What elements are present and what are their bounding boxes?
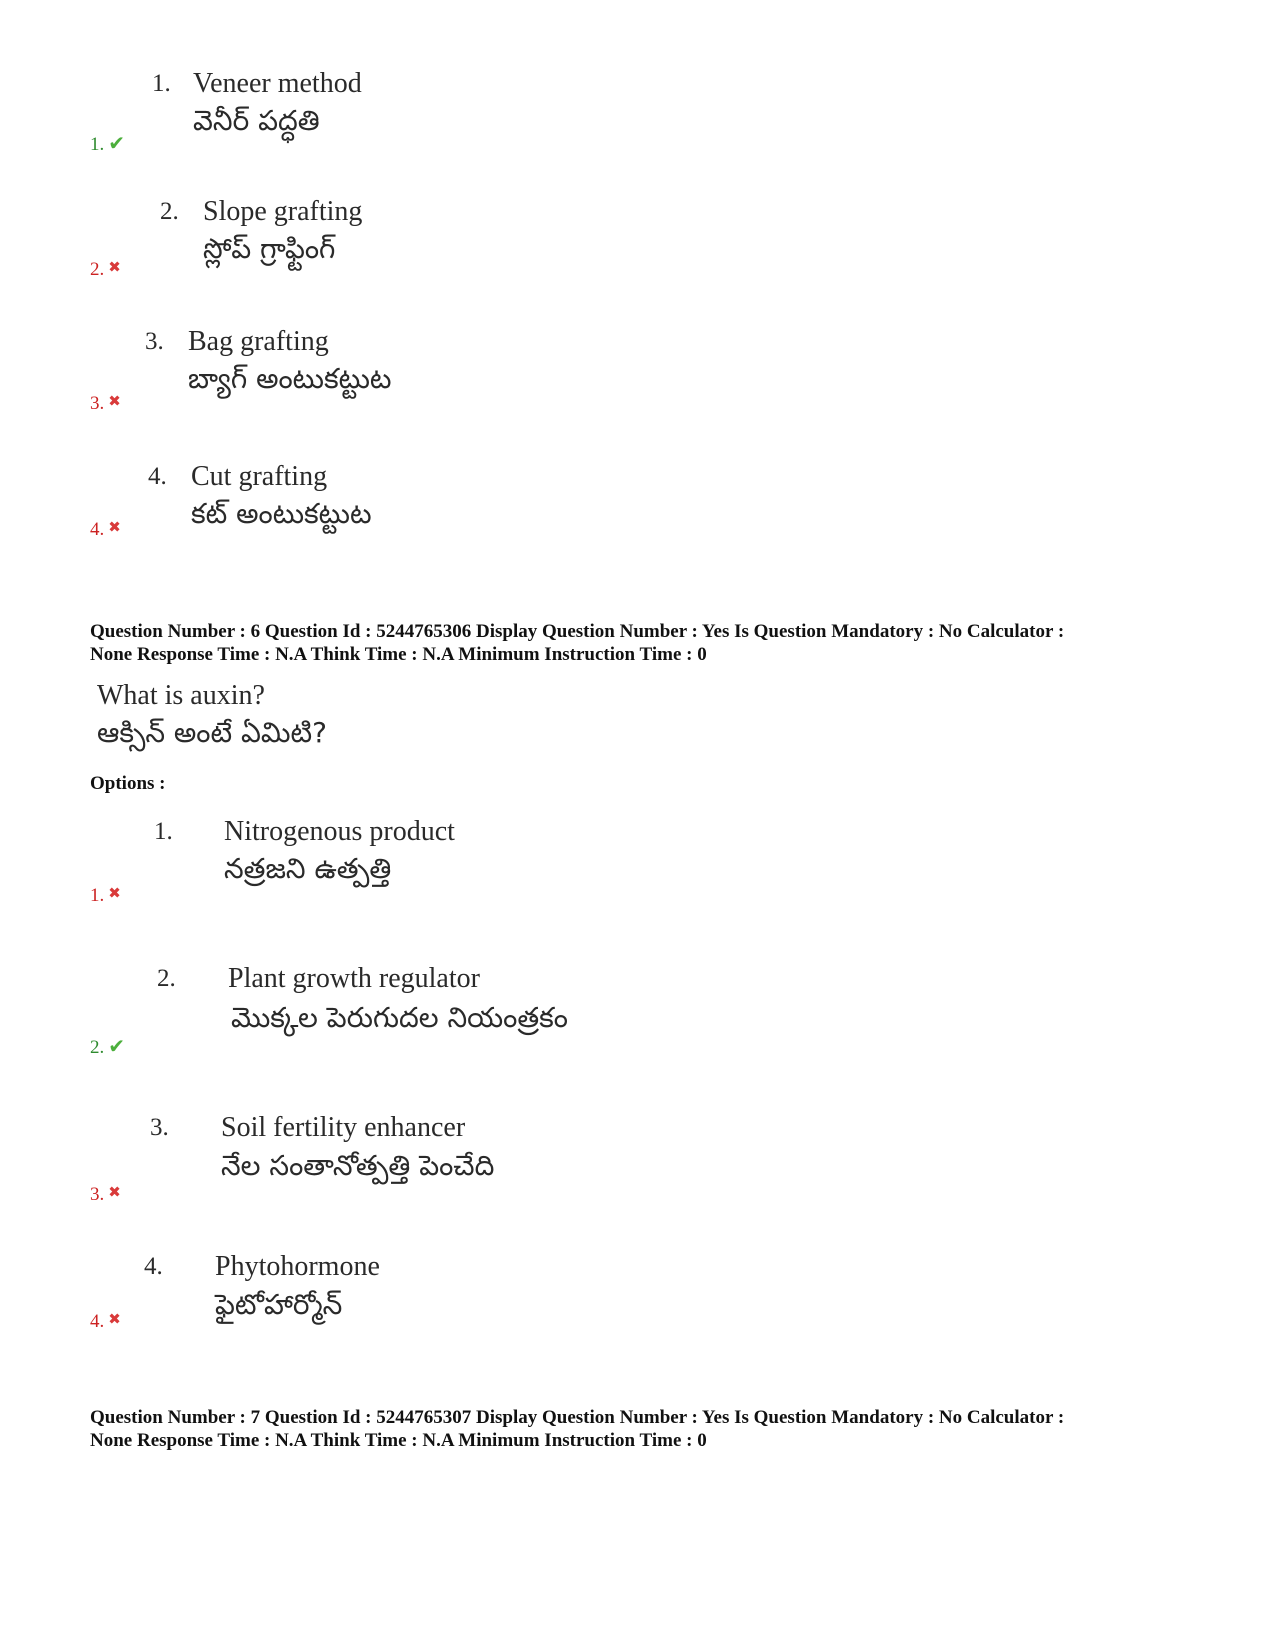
option-text-en: Slope grafting	[203, 196, 363, 227]
option-marker: 3. ✖	[90, 392, 121, 414]
option-number: 1.	[152, 70, 171, 97]
cross-icon: ✖	[108, 1310, 121, 1328]
option-text-te: స్లోప్ గ్రాఫ్టింగ్	[203, 232, 336, 265]
checkmark-icon: ✔	[108, 1034, 126, 1058]
option-text-te: బ్యాగ్ అంటుకట్టుట	[188, 362, 392, 395]
option-text-en: Veneer method	[193, 68, 362, 99]
option-text-te: కట్ అంటుకట్టుట	[191, 497, 372, 530]
option-text-te: నత్రజని ఉత్పత్తి	[224, 852, 392, 885]
option-text-en: Plant growth regulator	[228, 963, 480, 994]
option-marker: 2. ✔	[90, 1034, 126, 1058]
option-text-en: Cut grafting	[191, 461, 328, 492]
cross-icon: ✖	[108, 518, 121, 536]
q7-meta-line2: None Response Time : N.A Think Time : N.A Minimum Instruction Time : 0	[90, 1430, 707, 1451]
option-text-en: Nitrogenous product	[224, 816, 455, 847]
q6-question-en: What is auxin?	[97, 680, 265, 711]
option-text-en: Bag grafting	[188, 326, 329, 357]
option-number: 3.	[150, 1114, 169, 1141]
option-number: 4.	[144, 1253, 163, 1280]
option-marker: 1. ✖	[90, 884, 121, 906]
q7-meta-line1: Question Number : 7 Question Id : 5244765307 Display Question Number : Yes Is Question Mandatory : No Calculator :	[90, 1407, 1065, 1428]
q7-meta	[90, 1406, 1210, 1452]
option-number: 2.	[160, 198, 179, 225]
cross-icon: ✖	[108, 392, 121, 410]
option-number: 4.	[148, 463, 167, 490]
option-text-en: Soil fertility enhancer	[221, 1112, 466, 1143]
q6-meta	[90, 620, 1210, 666]
option-text-te: నేల సంతానోత్పత్తి పెంచేది	[221, 1149, 495, 1182]
q6-meta-line1: Question Number : 6 Question Id : 5244765306 Display Question Number : Yes Is Question Mandatory : No Calculator :	[90, 621, 1065, 642]
option-text-en: Phytohormone	[215, 1251, 380, 1282]
option-number: 3.	[145, 328, 164, 355]
option-text-te: మొక్కల పెరుగుదల నియంత్రకం	[231, 1001, 568, 1034]
option-marker: 1. ✔	[90, 131, 126, 155]
q6-meta-line2: None Response Time : N.A Think Time : N.A Minimum Instruction Time : 0	[90, 644, 707, 665]
q6-options-label: Options :	[90, 773, 166, 794]
option-text-te: ఫైటోహార్మోన్	[215, 1288, 343, 1321]
option-marker: 3. ✖	[90, 1183, 121, 1205]
option-marker: 4. ✖	[90, 1310, 121, 1332]
q6-question-te: ఆక్సిన్ అంటే ఏమిటి?	[97, 716, 328, 749]
option-marker: 2. ✖	[90, 258, 121, 280]
cross-icon: ✖	[108, 258, 121, 276]
option-number: 1.	[154, 818, 173, 845]
option-marker: 4. ✖	[90, 518, 121, 540]
option-number: 2.	[157, 965, 176, 992]
cross-icon: ✖	[108, 1183, 121, 1201]
cross-icon: ✖	[108, 884, 121, 902]
option-text-te: వెనీర్ పద్ధతి	[193, 104, 320, 137]
checkmark-icon: ✔	[108, 131, 126, 155]
